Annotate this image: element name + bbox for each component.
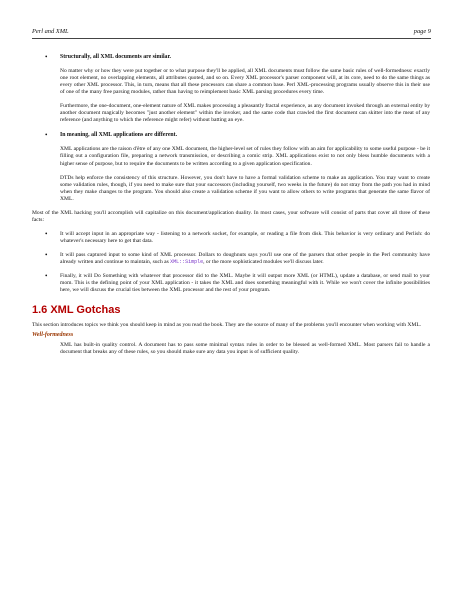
- module-name-code: XML::Simple: [170, 258, 204, 265]
- paragraph: No matter why or how they were put together or to what purpose they'll be applied, all XML documents must follow the same basic rules of well-formedness: exactly one root element, no overlapping elements, all attributes quoted, and so on. Every XML processor's parser component will, at its core, need to do the same things as every other XML processor. This, in turn, means that all these processors can share a common base. Perl XML-processing programs usually observe this in their use of one of the many free parsing modules, rather than having to reimplement basic XML parsing procedures every time.: [60, 68, 430, 96]
- page-body: [32, 53, 430, 356]
- paragraph: This section introduces topics we think you should keep in mind as you read the book. They are the source of many of the problems you'll encounter when working with XML.: [32, 322, 422, 329]
- bullet-meaning: [32, 132, 430, 139]
- bullet-processor: [32, 252, 430, 266]
- header-page-number: page 9: [413, 28, 431, 35]
- bullet-icon: •: [45, 229, 48, 238]
- bullet-icon: •: [45, 53, 48, 61]
- bullet-text: [60, 252, 430, 266]
- header-book-title: Perl and XML: [32, 28, 69, 35]
- text-run: , or the more sophisticated modules we'll discuss later.: [203, 258, 324, 265]
- bullet-structural: [32, 54, 430, 61]
- subsection-heading: Well-formedness: [32, 332, 74, 339]
- bullet-heading: In meaning, all XML applications are different.: [60, 132, 178, 139]
- bullet-input: [32, 231, 430, 245]
- paragraph: DTDs help enforce the consistency of this structure. However, you don't have to have a formal validation scheme to make an application. You may want to create some validation rules, though, if you need to make sure that your successors (including yourself, two weeks in the future) do not stray from the path you had in mind when they make changes to the program. You should also create a validation scheme if you want to allow others to write programs that generate the same flavor of XML.: [60, 174, 430, 202]
- bullet-icon: •: [45, 272, 48, 281]
- paragraph: Most of the XML hacking you'll accomplish will capitalize on this document/application duality. In most cases, your software will consist of parts that cover all three of these facts:: [32, 209, 430, 223]
- text-run: It will pass captured input to some kind of XML processor. Dollars to doughnuts says you'll use one of the parsers that other people in the Perl community have already written and continue to maintain, such as: [60, 251, 430, 265]
- paragraph: XML applications are the raison d'être of any one XML document, the higher-level set of rules they follow with an aim for applicability to some useful purpose - be it filling out a configuration file, preparing a network transmission, or describing a comic strip. XML applications exist to not only bless humble documents with a higher sense of purpose, but to require the documents to be written according to a given application specification.: [60, 146, 430, 167]
- bullet-icon: •: [45, 131, 48, 140]
- page-header: [32, 26, 431, 39]
- bullet-output: [32, 273, 430, 294]
- section-title: 1.6 XML Gotchas: [32, 304, 121, 317]
- bullet-icon: •: [45, 250, 48, 259]
- paragraph: Furthermore, the one-document, one-element nature of XML makes processing a pleasantly fractal experience, as any document invoked through an external entity by another document magically becomes "just another element" within the invoker, and the same code that crawled the first document can skitter into the meat of any reference (and anything to which the reference might refer) without batting an eye.: [60, 103, 430, 124]
- paragraph: XML has built-in quality control. A document has to pass some minimal syntax rules in order to be blessed as well-formed XML. Most parsers fail to handle a document that breaks any of these rules, so you should make sure any data you input is of sufficient quality.: [60, 342, 430, 356]
- bullet-text: Finally, it will Do Something with whatever that processor did to the XML. Maybe it will output more XML (or HTML), update a database, or send mail to your mom. This is the defining point of your XML application - it takes the XML and does something meaningful with it. While we won't cover the infinite possibilities here, we will discuss the crucial ties between the XML processor and the rest of your program.: [60, 273, 430, 294]
- bullet-text: It will accept input in an appropriate way - listening to a network socket, for example, or reading a file from disk. This behavior is very ordinary and Perlish: do whatever's necessary here to get that data.: [60, 230, 430, 244]
- bullet-heading: Structurally, all XML documents are similar.: [60, 54, 171, 60]
